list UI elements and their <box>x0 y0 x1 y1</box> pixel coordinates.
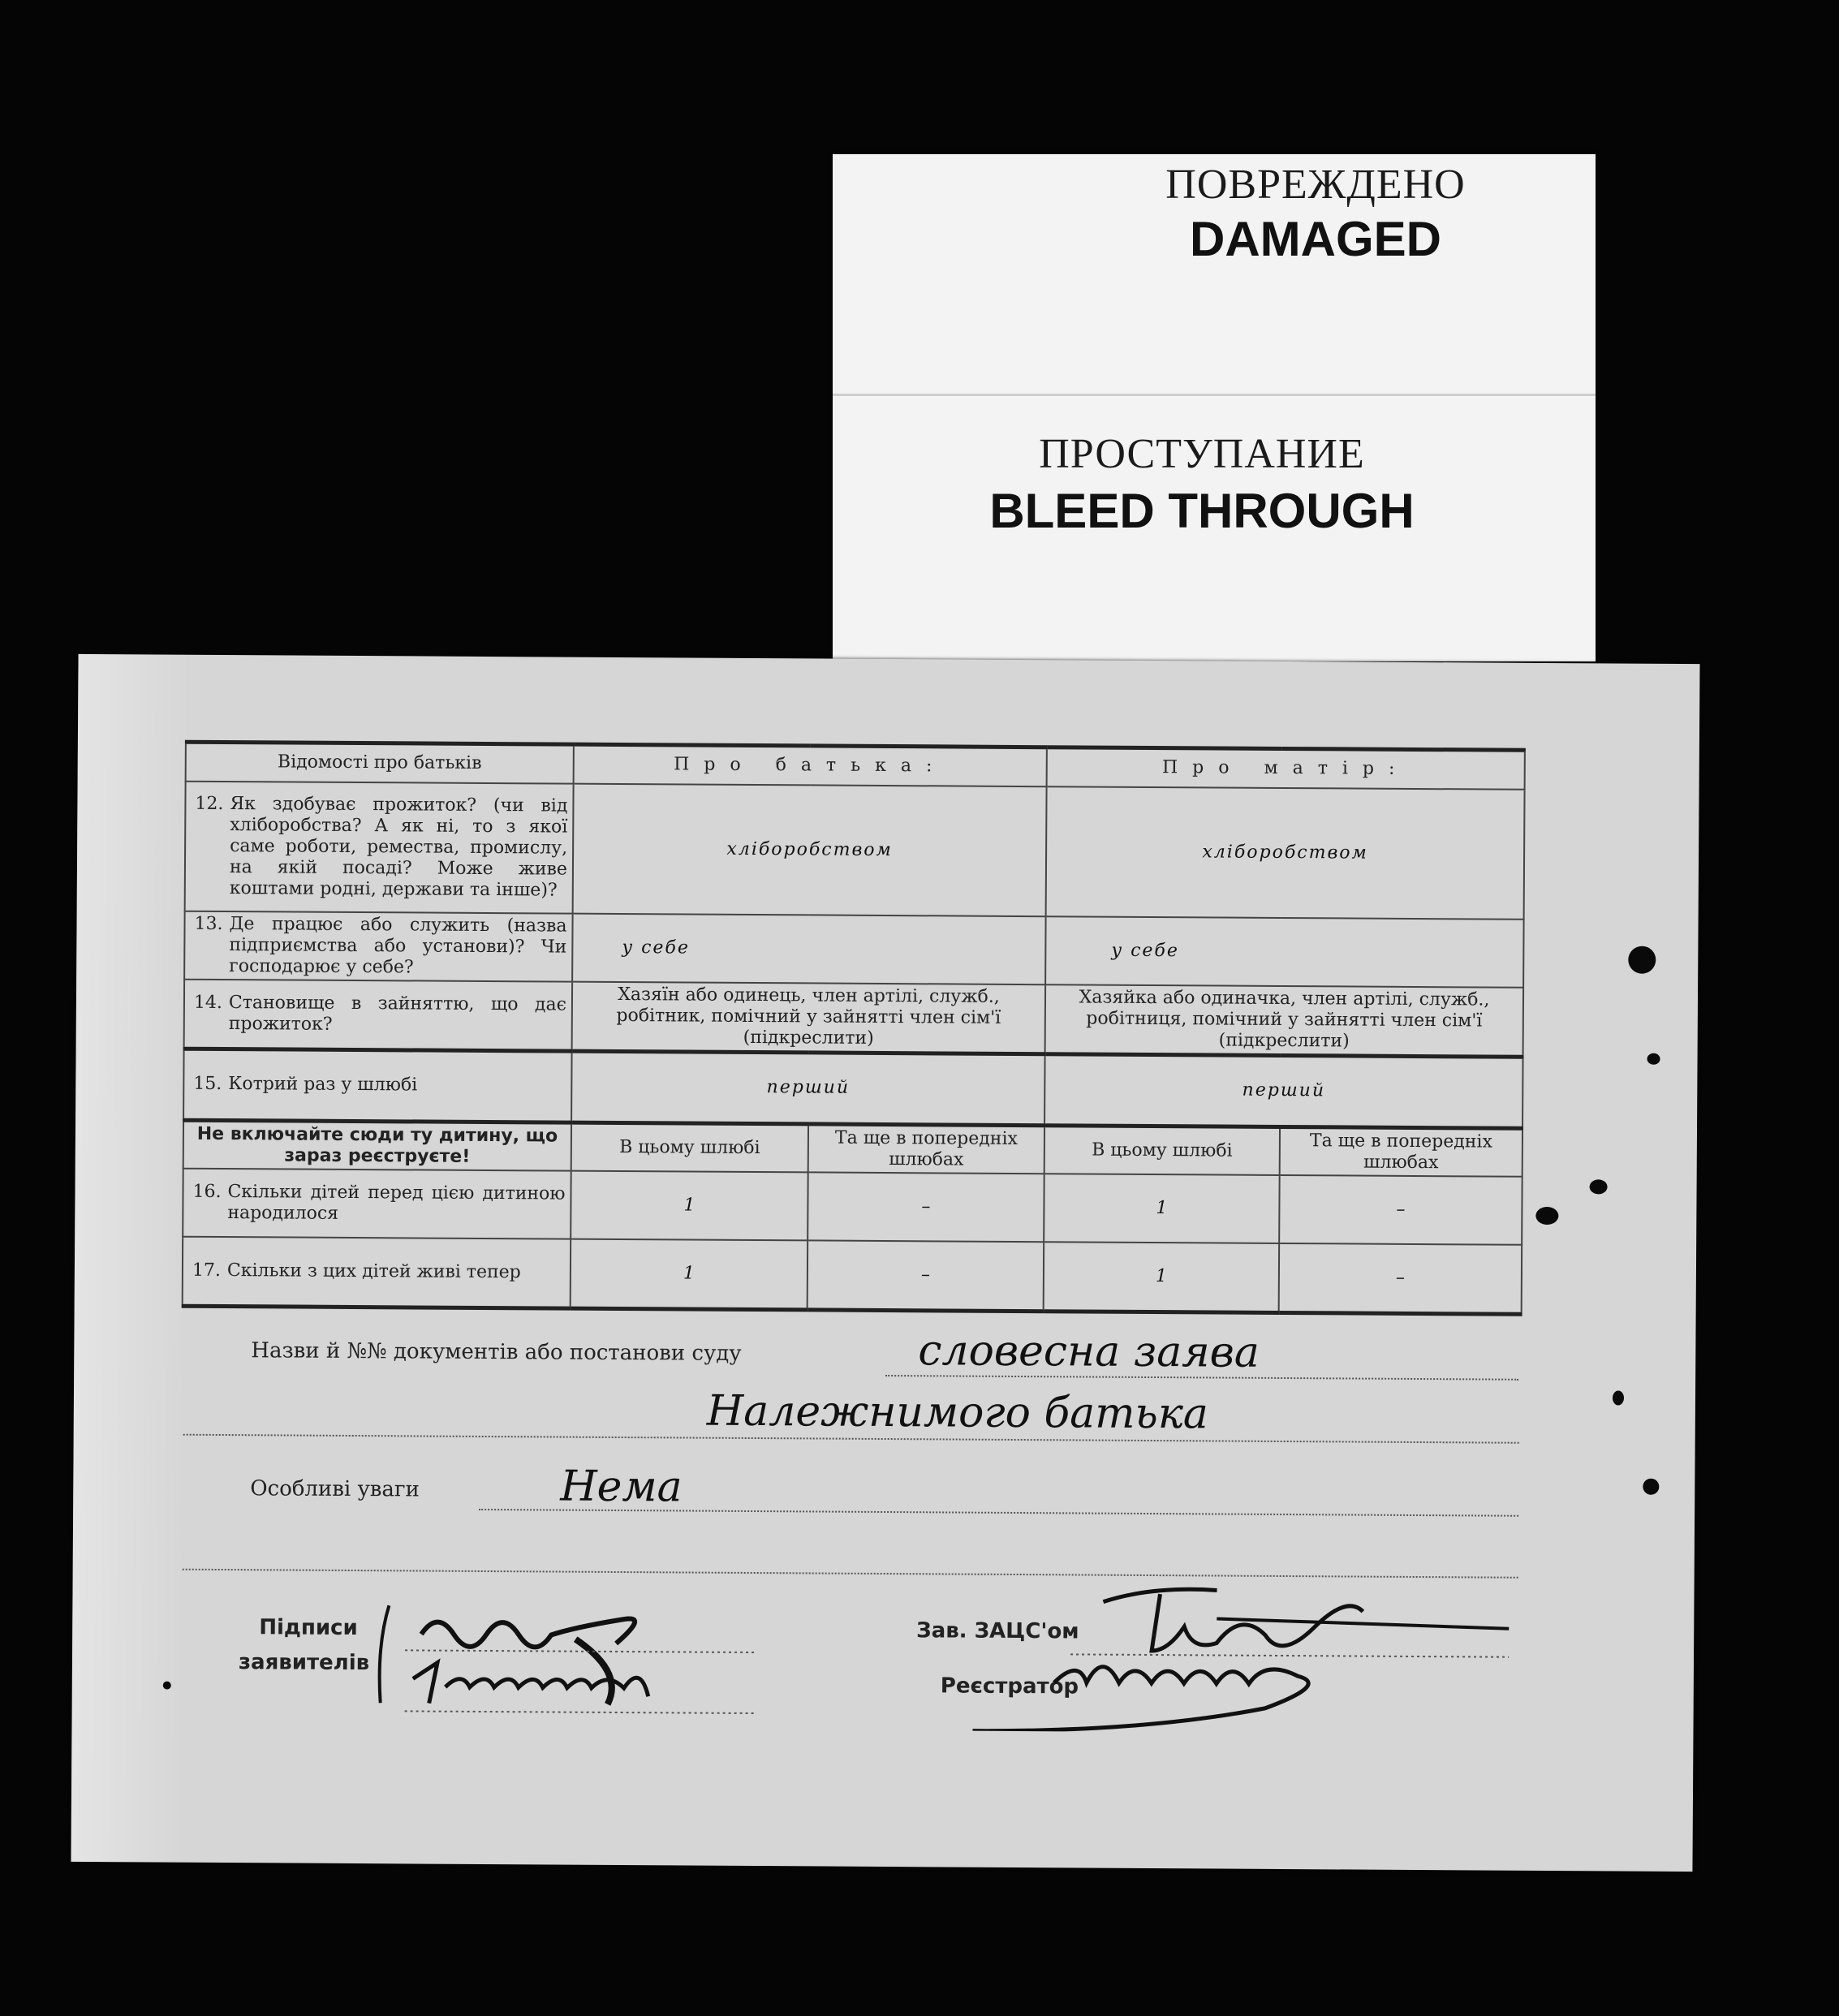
signatures-label-2: заявителів <box>238 1650 370 1676</box>
q17-mother-prev: – <box>1279 1243 1522 1314</box>
father-workplace: у себе <box>572 913 1046 984</box>
damage-spot <box>1647 1053 1660 1065</box>
q17-father-this: 1 <box>571 1238 808 1310</box>
q17-mother-this: 1 <box>1044 1242 1280 1313</box>
documents-label: Назви й №№ документів або постанови суду <box>251 1338 742 1366</box>
q16-mother-this: 1 <box>1044 1174 1280 1243</box>
mother-workplace: у себе <box>1045 916 1524 988</box>
damage-spot <box>163 1682 171 1690</box>
official-signatures <box>940 1568 1525 1734</box>
damaged-en-text: DAMAGED <box>1190 212 1441 266</box>
question-17: 17. Скільки з цих дітей живі тепер <box>183 1236 571 1308</box>
mother-livelihood: хліборобством <box>1046 786 1525 920</box>
remarks-value: Нема <box>560 1462 683 1512</box>
bleed-en-text: BLEED THROUGH <box>989 484 1415 538</box>
parents-info-form <box>182 740 1524 1316</box>
father-employment-options: Хазяїн або одинець, член артілі, служб., робітник, помічний у зайнятті член сім'ї (підкреслити) <box>572 981 1046 1053</box>
damaged-ru-text: ПОВРЕЖДЕНО <box>1165 162 1466 208</box>
question-13: 13. Де працює або служить (назва підприємства або установи)? Чи господарює у себе? <box>184 911 573 981</box>
q16-mother-prev: – <box>1279 1174 1522 1244</box>
question-15: 15. Котрий раз у шлюбі <box>183 1049 572 1122</box>
documents-value-line1: словесна заява <box>918 1326 1260 1377</box>
children-note: Не включайте сюди ту дитину, що зараз реєструєте! <box>183 1120 571 1170</box>
bleed-ru-text: ПРОСТУПАНИЕ <box>1039 431 1365 477</box>
header-parents-info: Відомості про батьків <box>186 742 574 783</box>
remarks-underline-1 <box>479 1509 1518 1517</box>
q17-father-prev: – <box>808 1240 1044 1312</box>
parents-table <box>182 740 1526 1316</box>
father-prev-marriage-header: Та ще в попередніх шлюбах <box>808 1123 1044 1173</box>
damage-spot <box>1643 1479 1659 1495</box>
father-livelihood: хліборобством <box>573 783 1047 916</box>
registrar-label: Реєстратор <box>940 1674 1079 1699</box>
damage-spot <box>1535 1207 1558 1225</box>
remarks-label: Особливі уваги <box>250 1476 420 1502</box>
signatures-label: Підписи <box>259 1615 358 1641</box>
header-mother: Про матір: <box>1047 747 1525 790</box>
father-marriage-count: перший <box>571 1051 1045 1126</box>
mother-this-marriage-header: В цьому шлюбі <box>1044 1125 1280 1174</box>
question-14: 14. Становище в зайняттю, що дає прожиток? <box>184 979 573 1050</box>
form-paper <box>71 654 1699 1872</box>
header-father: Про батька: <box>574 744 1047 786</box>
q16-father-prev: – <box>808 1172 1044 1242</box>
question-12: 12. Як здобуває прожиток? (чи від хліборобства? А як ні, то з якої саме роботи, ремества, промислу, на якій посаді? Може живе коштами родні, держави та інше)? <box>185 781 574 913</box>
head-label: Зав. ЗАЦС'ом <box>916 1618 1079 1644</box>
q16-father-this: 1 <box>571 1170 808 1240</box>
damage-spot <box>1590 1179 1608 1194</box>
mother-marriage-count: перший <box>1044 1053 1523 1128</box>
documents-value-line2: Належнимого батька <box>706 1386 1209 1439</box>
punch-hole <box>1628 946 1656 974</box>
applicant-signatures <box>372 1589 795 1730</box>
damage-spot <box>1613 1390 1624 1405</box>
mother-employment-options: Хазяйка або одиначка, член артілі, служб., робітниця, помічний у зайнятті член сім'ї (підкреслити) <box>1045 984 1524 1057</box>
mother-prev-marriage-header: Та ще в попередніх шлюбах <box>1280 1126 1522 1176</box>
question-16: 16. Скільки дітей перед цією дитиною народилося <box>183 1168 571 1238</box>
father-this-marriage-header: В цьому шлюбі <box>571 1122 808 1172</box>
damage-label-card <box>833 154 1596 661</box>
card-fold-line <box>833 394 1596 396</box>
